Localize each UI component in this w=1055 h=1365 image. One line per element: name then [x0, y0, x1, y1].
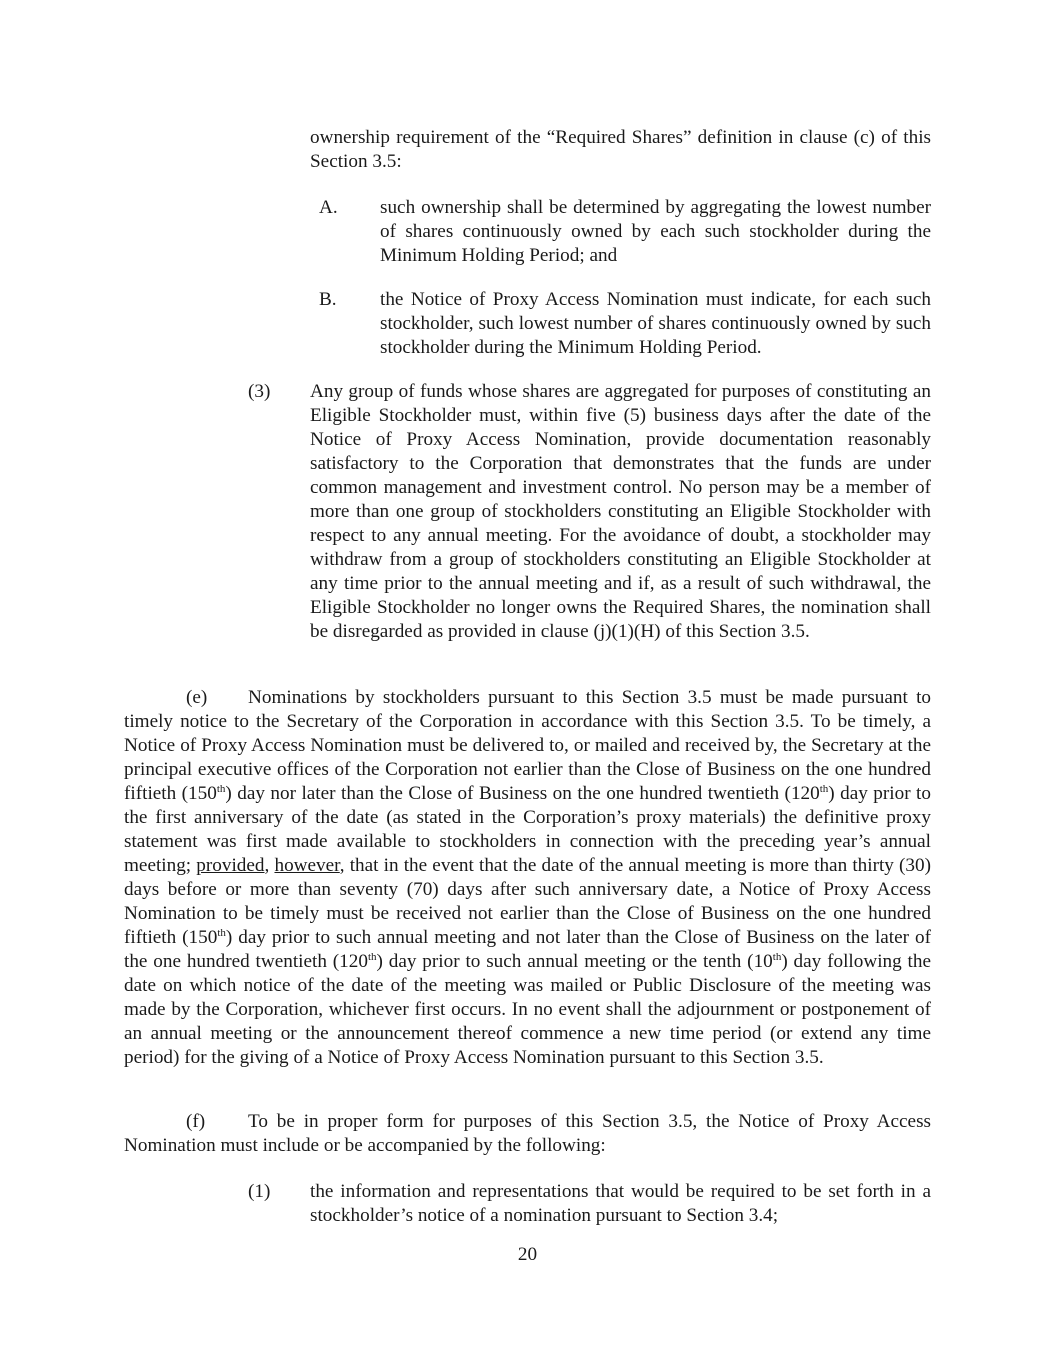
item-3-label: (3): [248, 381, 271, 402]
provided-term: provided: [196, 855, 265, 876]
section-f-label: (f): [186, 1111, 206, 1132]
section-f-paragraph: (f) To be in proper form for purposes of this Section 3.5, the Notice of Proxy Access Nomination must include or be accompanied by the following:: [124, 1111, 931, 1156]
page-number: 20: [517, 1244, 538, 1265]
item-1-text: the information and representations that would be required to be set forth in a stockholder’s notice of a nomination pursuant to Section 3.4;: [310, 1181, 931, 1226]
section-e-paragraph: (e) Nominations by stockholders pursuant to this Section 3.5 must be made pursuant to timely notice to the Secretary of the Corporation in accordance with this Section 3.5. To be timely, a Notice of Proxy Access Nomination must be delivered to, or mailed and received by, the Secretary at the principal executive offices of the Corporation not earlier than the Close of Business on the one hundred fiftieth (150th) day nor later than the Close of Business on the one hundred twentieth (120th) day prior to the first anniversary of the date (as stated in the Corporation’s proxy materials) the definitive proxy statement was first made available to stockholders in connection with the preceding year’s annual meeting; provided, however, that in the event that the date of the annual meeting is more than thirty (30) days before or more than seventy (70) days after such anniversary date, a Notice of Proxy Access Nomination to be timely must be received not earlier than the Close of Business on the one hundred fiftieth (150th) day prior to such annual meeting and not later than the Close of Business on the later of the one hundred twentieth (120th) day prior to such annual meeting or the tenth (10th) day following the date on which notice of the date of the meeting was mailed or Public Disclosure of the meeting was made by the Corporation, whichever first occurs. In no event shall the adjournment or postponement of an annual meeting or the announcement thereof commence a new time period (or extend any time period) for the giving of a Notice of Proxy Access Nomination pursuant to this Section 3.5.: [124, 687, 932, 1068]
section-e-label: (e): [186, 687, 208, 708]
sub-item-b-text: the Notice of Proxy Access Nomination must indicate, for each such stockholder, such lowest number of shares continuously owned by such stockholder during the Minimum Holding Period.: [380, 289, 931, 358]
intro-paragraph: ownership requirement of the “Required Shares” definition in clause (c) of this Section 3.5:: [310, 127, 931, 172]
sub-item-b-label: B.: [319, 289, 337, 310]
sub-item-a-text: such ownership shall be determined by aggregating the lowest number of shares continuously owned by each such stockholder during the Minimum Holding Period; and: [380, 197, 931, 266]
item-1-label: (1): [248, 1181, 271, 1202]
however-term: however: [274, 855, 340, 876]
sub-item-a-label: A.: [319, 197, 338, 218]
item-3-text: Any group of funds whose shares are aggregated for purposes of constituting an Eligible Stockholder must, within five (5) business days after the date of the Notice of Proxy Access Nomination, provide documentation reasonably satisfactory to the Corporation that demonstrates that the funds are under common management and investment control. No person may be a member of more than one group of stockholders constituting an Eligible Stockholder with respect to any annual meeting. For the avoidance of doubt, a stockholder may withdraw from a group of stockholders constituting an Eligible Stockholder at any time prior to the annual meeting and if, as a result of such withdrawal, the Eligible Stockholder no longer owns the Required Shares, the nomination shall be disregarded as provided in clause (j)(1)(H) of this Section 3.5.: [310, 381, 931, 642]
